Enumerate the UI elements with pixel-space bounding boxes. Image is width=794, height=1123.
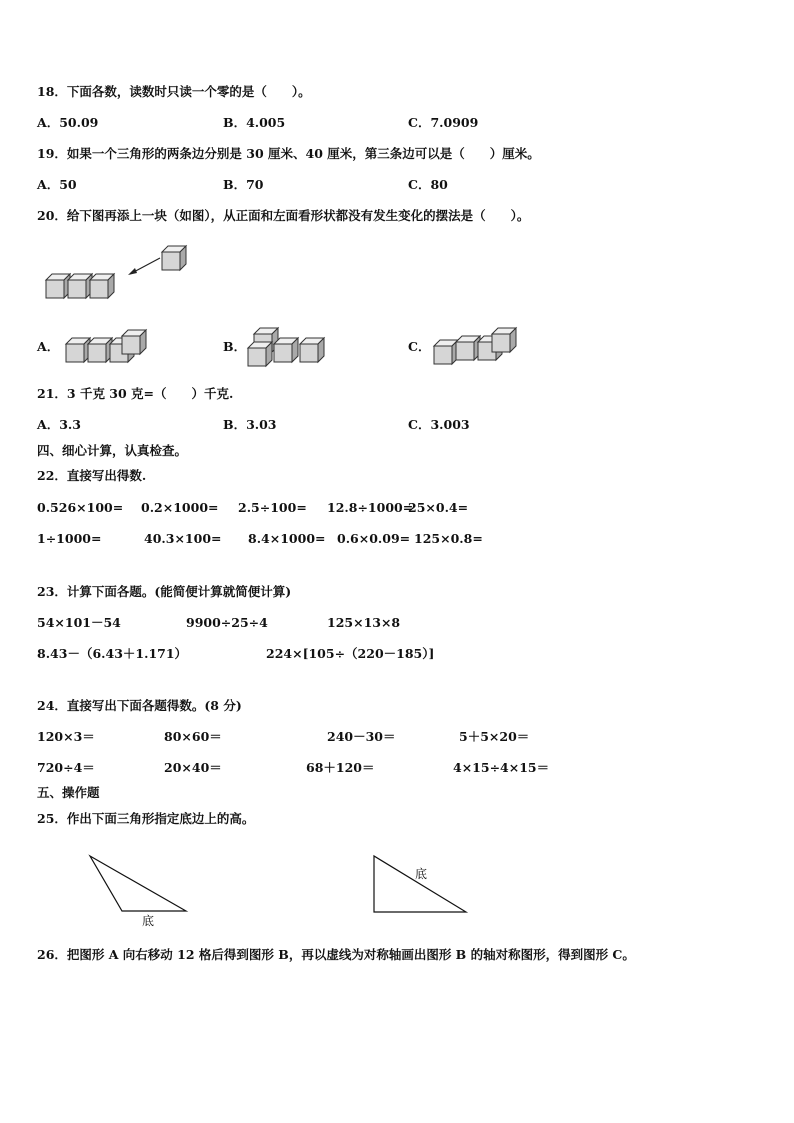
q24-expr: 120×3＝ — [37, 729, 95, 744]
q21-option-b: B．3.03 — [223, 417, 277, 432]
q23-expr: 9900÷25÷4 — [186, 615, 268, 630]
q25-triangle-2 — [366, 850, 476, 920]
arrow-icon — [128, 258, 160, 275]
q24-expr: 4×15÷4×15＝ — [453, 760, 550, 775]
q19-stem: 19．如果一个三角形的两条边分别是 30 厘米、40 厘米，第三条边可以是（ ）厘米。 — [37, 146, 540, 161]
q23-stem: 23．计算下面各题。(能简便计算就简便计算) — [37, 584, 292, 599]
q22-expr: 0.6×0.09= — [337, 531, 411, 546]
q20-option-b-figure — [244, 324, 344, 372]
q24-expr: 5＋5×20＝ — [459, 729, 530, 744]
q20-option-b: B． — [223, 339, 247, 354]
q20-option-c: C． — [408, 339, 431, 354]
q19-option-c: C．80 — [408, 177, 448, 192]
q22-expr: 2.5÷100= — [238, 500, 307, 515]
q19-option-a: A．50 — [37, 177, 77, 192]
q23-expr: 8.43－（6.43＋1.171） — [37, 646, 188, 661]
q23-expr: 125×13×8 — [327, 615, 401, 630]
triangle-2-base-label: 底 — [415, 867, 428, 881]
q25-triangle-1 — [80, 850, 200, 930]
q20-base-figure — [40, 240, 200, 305]
q18-option-a: A．50.09 — [37, 115, 99, 130]
q26-stem: 26．把图形 A 向右移动 12 格后得到图形 B，再以虚线为对称轴画出图形 B 的轴对称图形，得到图形 C。 — [37, 947, 635, 962]
q22-expr: 1÷1000= — [37, 531, 102, 546]
triangle-1-base-label: 底 — [142, 914, 155, 928]
q18-stem: 18．下面各数，读数时只读一个零的是（ ）。 — [37, 84, 311, 99]
q18-option-b: B．4.005 — [223, 115, 286, 130]
q21-option-c: C．3.003 — [408, 417, 470, 432]
q24-expr: 68＋120＝ — [306, 760, 375, 775]
q24-expr: 720÷4＝ — [37, 760, 95, 775]
q24-expr: 20×40＝ — [164, 760, 222, 775]
q18-option-c: C．7.0909 — [408, 115, 479, 130]
q24-expr: 240－30＝ — [327, 729, 396, 744]
q20-option-a: A． — [37, 339, 60, 354]
section-5-heading: 五、操作题 — [37, 785, 100, 800]
q22-expr: 125×0.8= — [414, 531, 483, 546]
added-cube — [162, 246, 186, 270]
base-row-cubes — [46, 274, 114, 298]
q19-option-b: B．70 — [223, 177, 264, 192]
q23-expr: 54×101－54 — [37, 615, 121, 630]
q22-expr: 12.8÷1000= — [327, 500, 414, 515]
q25-stem: 25．作出下面三角形指定底边上的高。 — [37, 811, 255, 826]
q22-expr: 8.4×1000= — [248, 531, 326, 546]
q23-expr: 224×[105÷（220－185）] — [266, 646, 435, 661]
q22-stem: 22．直接写出得数. — [37, 468, 147, 483]
q20-option-a-figure — [62, 326, 152, 366]
q21-option-a: A．3.3 — [37, 417, 81, 432]
q20-option-c-figure — [430, 324, 530, 368]
section-4-heading: 四、细心计算，认真检查。 — [37, 443, 188, 458]
q24-expr: 80×60＝ — [164, 729, 222, 744]
q22-expr: 40.3×100= — [144, 531, 222, 546]
q22-expr: 0.526×100= — [37, 500, 124, 515]
q22-expr: 25×0.4= — [408, 500, 469, 515]
q24-stem: 24．直接写出下面各题得数。(8 分) — [37, 698, 242, 713]
q22-expr: 0.2×1000= — [141, 500, 219, 515]
q21-stem: 21．3 千克 30 克=（ ）千克. — [37, 386, 234, 401]
q20-stem: 20．给下图再添上一块（如图），从正面和左面看形状都没有发生变化的摆法是（ ）。 — [37, 208, 530, 223]
